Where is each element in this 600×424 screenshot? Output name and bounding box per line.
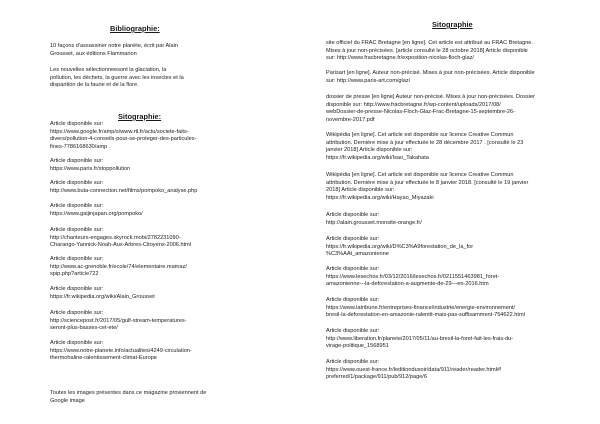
text-line: pollution, les déchets, la guerre avec les insectes et la: [50, 74, 184, 81]
source-entry: [50, 256, 187, 279]
source-url[interactable]: webDossier-de-presse-Nicolas-Floch-Glaz-Frac-Bretagne-15-septembre-26-: [326, 109, 516, 116]
source-label: Article disponible sur:: [326, 236, 380, 242]
source-entry: [50, 203, 143, 218]
source-label: Mises à jour non-précisées. [article consulté le 28 octobre 2018] Article disponible: [326, 47, 528, 54]
source-label: Article disponible sur:: [50, 227, 104, 233]
source-url[interactable]: preferred/1/package/911/pub/912/page/6: [326, 374, 427, 381]
source-url[interactable]: seront-plus-basses-cet-ete/: [50, 325, 118, 332]
source-url[interactable]: https://www.lesechos.fr/03/12/2016/lesechos.fr/0211551463981_foret-: [326, 273, 500, 280]
source-entry: [50, 121, 196, 152]
source-url[interactable]: divers/pollution-4-conseils-pour-se-proteger-des-particules-: [50, 136, 197, 143]
source-entry: [326, 266, 499, 289]
source-label: 2018] Article disponible sur:: [326, 187, 395, 194]
source-label: Article disponible sur:: [50, 340, 104, 346]
source-label: Article disponible sur:: [50, 203, 104, 209]
source-label: dossier de presse [en ligne] Auteur non-précisé. Mises à jour non-précisées. Dossier: [326, 94, 535, 100]
sitographie-left-title: Sitographie:: [118, 112, 162, 121]
source-entry: [50, 180, 197, 195]
source-url[interactable]: https://fr.wikipedia.org/wiki/D%C3%A9forestation_de_la_for: [326, 243, 474, 250]
source-entry: [326, 297, 525, 320]
source-url[interactable]: virage-politique_1568951: [326, 343, 389, 350]
source-url[interactable]: https://fr.wikipedia.org/wiki/Isao_Takahata: [326, 155, 429, 162]
text-line: 10 façons d'assassiner notre planète, écrit par Alain: [50, 43, 178, 49]
source-label: Article disponible sur:: [326, 212, 380, 218]
source-label: Parisart [en ligne]. Auteur non-précisé. Mises à jour non-précisées. Article disponible: [326, 70, 535, 76]
source-url[interactable]: fines-7786168630/amp: [50, 144, 108, 151]
source-label: Wikipédia [en ligne]. Cet article est disponible sur licence Creative Commun: [326, 132, 514, 138]
source-url[interactable]: http://www.liberation.fr/planete/2017/05/11/au-bresil-la-foret-fait-les-frais-du-: [326, 335, 514, 342]
source-label: Article disponible sur:: [326, 266, 380, 272]
source-label: janvier 2018] Article disponible sur:: [326, 147, 413, 154]
source-url[interactable]: http://www.buta-connection.net/films/pompoko_analyse.php: [50, 187, 198, 194]
source-url[interactable]: https://www.paris.fr/stoppollution: [50, 165, 131, 172]
bibliographie-title: Bibliographie:: [110, 24, 160, 33]
source-entry: [50, 310, 187, 333]
text-line: Grousset, aux éditions Flammarion: [50, 50, 137, 57]
sitographie-right-title: Sitographie: [432, 20, 473, 29]
source-label: Article disponible sur:: [50, 158, 104, 164]
source-url[interactable]: https://fr.wikipedia.org/wiki/Hayao_Miyazaki: [326, 195, 434, 202]
source-url[interactable]: https://www.google.fr/amp/s/www.rtl.fr/actu/societe-faits-: [50, 128, 189, 135]
source-label: Article disponible sur:: [326, 328, 380, 334]
source-label: Article disponible sur:: [326, 297, 380, 303]
source-label: Article disponible sur:: [50, 286, 104, 292]
source-url[interactable]: http://chanteurs-engages.skyrock.mobi/2782231090-: [50, 234, 181, 241]
source-url[interactable]: spip.php?article722: [50, 271, 99, 278]
source-label: Wikipédia [en ligne]. Cet article est disponible sur licence Creative Commun: [326, 172, 514, 178]
source-entry: [326, 328, 513, 351]
source-url[interactable]: https://www.gaijinjapan.org/pompoko/: [50, 210, 143, 217]
source-url[interactable]: https://www.ouest-france.fr/leditiondusoir/data/911/reader/reader.html#!: [326, 366, 502, 373]
source-url[interactable]: Charango-Yannick-Noah-Aux-Arbres-Citoyens-2006.html: [50, 242, 192, 249]
source-entry: [326, 132, 523, 163]
text-line: Les nouvelles sélectionneesont la glaciation, la: [50, 67, 167, 73]
text-line: Google image: [50, 397, 85, 404]
source-url[interactable]: thermohaline-ralentissement-climat-Europe: [50, 355, 157, 362]
source-entry: [326, 70, 535, 85]
source-url[interactable]: http://sciencepost.fr/2017/05/gulf-stream-temperatures-: [50, 317, 187, 324]
source-entry: [326, 172, 528, 203]
text-line: Toutes les images présentes dans ce magazine proviennent de: [50, 390, 207, 396]
source-url[interactable]: https://fr.wikipedia.org/wiki/Alain_Grousset: [50, 293, 155, 300]
source-entry: [50, 227, 191, 250]
source-url[interactable]: https://www.notre-planete.info/actualites/4249-circulation-: [50, 347, 192, 354]
source-entry: [50, 340, 192, 363]
source-entry: [326, 359, 502, 382]
source-url[interactable]: %C3%AAt_amazonienne: [326, 251, 389, 258]
book-reference: [50, 43, 178, 58]
text-line: disparition de la faune et de la flore.: [50, 82, 139, 89]
source-entry: [326, 236, 473, 259]
source-label: attribution. Dernière mise à jour effectuée le 28 décembre 2017 . [consulté le 23: [326, 139, 524, 146]
source-url[interactable]: https://www.latribune.fr/entreprises-finance/industrie/energie-environnement/: [326, 304, 516, 311]
source-url[interactable]: novembre-2017.pdf: [326, 117, 375, 124]
source-url[interactable]: sur: http://www.paris-art.com/glaz/: [326, 77, 411, 84]
source-label: attribution. Dernière mise à jour effectuée le 8 janvier 2018. [consulté le 19 janvier: [326, 179, 529, 186]
source-entry: [50, 286, 155, 301]
source-entry: [326, 40, 533, 63]
source-entry: [50, 158, 130, 173]
source-label: Article disponible sur:: [50, 121, 104, 127]
source-url[interactable]: http://alain.grousset.monsite-orange.fr/: [326, 219, 422, 226]
source-label: site officiel du FRAC Bretagne [en ligne]. Cet article est attribué au FRAC Bretagne.: [326, 40, 533, 46]
source-label: Article disponible sur:: [50, 256, 104, 262]
source-label: Article disponible sur:: [50, 310, 104, 316]
source-url[interactable]: amazonienne---la-deforestation-a-augmente-de-29---en-2016.htm: [326, 281, 489, 288]
source-url[interactable]: disponible sur: http://www.fracbretagne.fr/wp-content/uploads/2017/08/: [326, 101, 501, 108]
source-url[interactable]: http://www.ac-grenoble.fr/ecole/74/elementaire.mamaz/: [50, 263, 187, 270]
book-summary: [50, 67, 184, 90]
source-label: Article disponible sur:: [326, 359, 380, 365]
source-url[interactable]: bresil-la-deforestation-en-amazonie-ralentit-mais-pas-suffisamment-754622.html: [326, 312, 525, 319]
source-url[interactable]: sur: http://www.fracbretagne.fr/exposition-nicolas-floch-glaz/: [326, 55, 474, 62]
images-credit-note: [50, 390, 206, 405]
source-entry: [326, 94, 535, 125]
source-entry: [326, 212, 422, 227]
source-label: Article disponible sur:: [50, 180, 104, 186]
